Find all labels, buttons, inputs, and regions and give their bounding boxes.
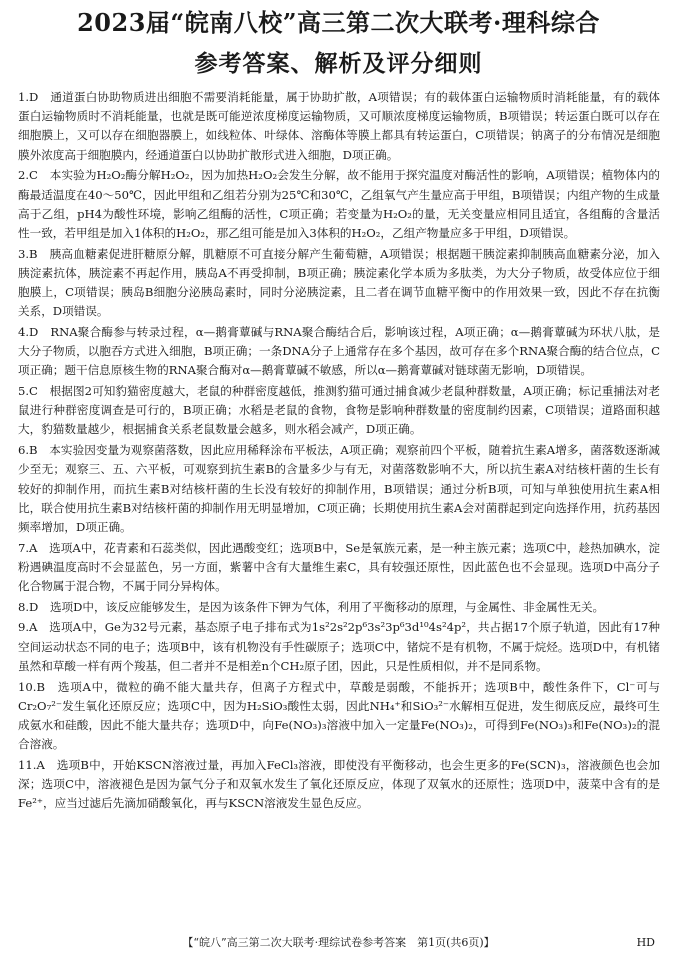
page-subtitle: 参考答案、解析及评分细则 <box>194 50 483 77</box>
answer-item-10: 10.B 选项A中，微粒的确不能大量共存，但离子方程式中，草酸是弱酸，不能拆开；选项B中，酸性条件下，Cl⁻可与Cr₂O₇²⁻发生氧化还原反应；选项C中，因为H₂SiO₃酸性太弱，因此NH₄⁺和SiO₃²⁻水解相互促进，发生彻底反应，最终可生成氨水和硅酸，因此不能大量共存；选项D中，向Fe(NO₃)₃溶液中加入一定量Fe(NO₃)₂，可得到Fe(NO₃)₃和Fe(NO₃)₂的混合溶液。 <box>18 679 660 752</box>
answer-item-8: 8.D 选项D中，该反应能够发生，是因为该条件下钾为气体，利用了平衡移动的原理，与金属性、非金属性无关。 <box>18 599 605 614</box>
answer-item-11: 11.A 选项B中，开始KSCN溶液过量，再加入FeCl₃溶液，即使没有平衡移动，也会生更多的Fe(SCN)₃，溶液颜色也会加深；选项C中，溶液褪色是因为氯气分子和双氧水发生了氧化还原反应，体现了双氧水的还原性；选项D中，菠菜中含有的是Fe²⁺，应当过滤后先滴加硝酸氧化，再与KSCN溶液发生显色反应。 <box>18 757 660 811</box>
answer-item-2: 2.C 本实验为H₂O₂酶分解H₂O₂，因为加热H₂O₂会发生分解，故不能用于探究温度对酶活性的影响，A项错误；植物体内的酶最适温度在40～50℃，因此甲组和乙组若分别为25℃和30℃，乙组氧气产生量应高于甲组，B项错误；内组产物的生成量高于乙组，pH4为酸性环境，影响乙组酶的活性，C项正确；若变量为H₂O₂的量，无关变量应相同且适宜，各组酶的含量活性一致，若甲组是加入1体积的H₂O₂，那乙组可能是加入3体积的H₂O₂，乙组产物量应多于甲组，D项错误。 <box>18 168 660 240</box>
answer-item-9: 9.A 选项A中，Ge为32号元素，基态原子电子排布式为1s²2s²2p⁶3s²3p⁶3d¹⁰4s²4p²，共占据17个原子轨道，因此有17种空间运动状态不同的电子；选项B中，该有机物没有手性碳原子；选项C中，锗烷不是有机物，不属于烷烃。选项D中，有机锗虽然和草酸一样有两个羧基，但二者并不是相差n个CH₂原子团，因此，只是性质相似，并不是同系物。 <box>18 620 660 673</box>
answers-body <box>18 88 660 815</box>
answer-item-6: 6.B 本实验因变量为观察菌落数，因此应用稀释涂布平板法，A项正确；观察前四个平板，随着抗生素A增多，菌落数逐渐减少至无；观察三、五、六平板，可观察到抗生素B的含量多少与有无，对菌落数影响不大，所以抗生素A对结核杆菌的生长有较好的抑制作用，而抗生素B对结核杆菌的生长没有较好的抑制作用，B项错误；通过分析B项，可知与单独使用抗生素A相比，联合使用抗生素B对结核杆菌的抑制作用无明显增加，C项正确；长期使用抗生素A会对菌群起到定向选择作用，抗药基因频率增加，D项正确。 <box>18 443 660 534</box>
page-title: 2023届“皖南八校”高三第二次大联考·理科综合 <box>77 8 600 37</box>
footer-code: HD <box>636 936 655 949</box>
answer-item-3: 3.B 胰高血糖素促进肝糖原分解，肌糖原不可直接分解产生葡萄糖，A项错误；根据题干胰淀素抑制胰高血糖素分泌，加入胰淀素抗体，胰淀素不再起作用，胰岛A不再受抑制，B项正确；胰淀素化学本质为多肽类，为大分子物质，故受体应位于细胞膜上，C项错误；胰岛B细胞分泌胰岛素时，同时分泌胰淀素，且二者在调节血糖平衡中的作用效果一致，因此不存在抗衡关系，D项错误。 <box>18 246 660 319</box>
answer-item-7: 7.A 选项A中，花青素和石蕊类似，因此遇酸变红；选项B中，Se是氧族元素，是一种主族元素；选项C中，趁热加碘水，淀粉遇碘温度高时不会显蓝色，另一方面，紫薯中含有大量维生素C，具有较强还原性，因此蓝色也不会显现。选项D中高分子化合物属于混合物，不属于同分异构体。 <box>18 540 660 594</box>
page-footer <box>0 934 677 952</box>
answer-item-5: 5.C 根据图2可知豹猫密度越大，老鼠的种群密度越低，推测豹猫可通过捕食减少老鼠种群数量，A项正确；标记重捕法对老鼠进行种群密度调查是可行的，B项正确；水稻是老鼠的食物，食物是影响种群数量的密度制约因素，C项错误；道路面积越大，豹猫数量越少，根据捕食关系老鼠数量会越多，则水稻会减产，D项正确。 <box>18 384 660 437</box>
answer-item-4: 4.D RNA聚合酶参与转录过程，α—鹅膏蕈碱与RNA聚合酶结合后，影响该过程，A项正确；α—鹅膏蕈碱为环状八肽，是大分子物质，以胞吞方式进入细胞，B项正确；一条DNA分子上通常存在多个基因，故可存在多个RNA聚合酶的结合位点，C项正确；题干信息原核生物的RNA聚合酶对α—鹅膏蕈碱不敏感，所以α—鹅膏蕈碱对链球菌无影响，D项错误。 <box>18 324 660 378</box>
footer-page-info: 【“皖八”高三第二次大联考·理综试卷参考答案 第1页(共6页)】 <box>182 936 495 949</box>
answer-item-1: 1.D 通道蛋白协助物质进出细胞不需要消耗能量，属于协助扩散，A项错误；有的载体蛋白运输物质时消耗能量，有的载体蛋白运输物质时不消耗能量，也就是既可能逆浓度梯度运输物质，又可顺浓度梯度运输物质，B项错误；转运蛋白既可以存在细胞膜上，又可以存在细胞器膜上，如线粒体、叶绿体、溶酶体等膜上都具有转运蛋白，C项错误；钠离子的分布情况是细胞膜外浓度高于细胞膜内，经通道蛋白以协助扩散形式进入细胞，D项正确。 <box>18 90 660 162</box>
